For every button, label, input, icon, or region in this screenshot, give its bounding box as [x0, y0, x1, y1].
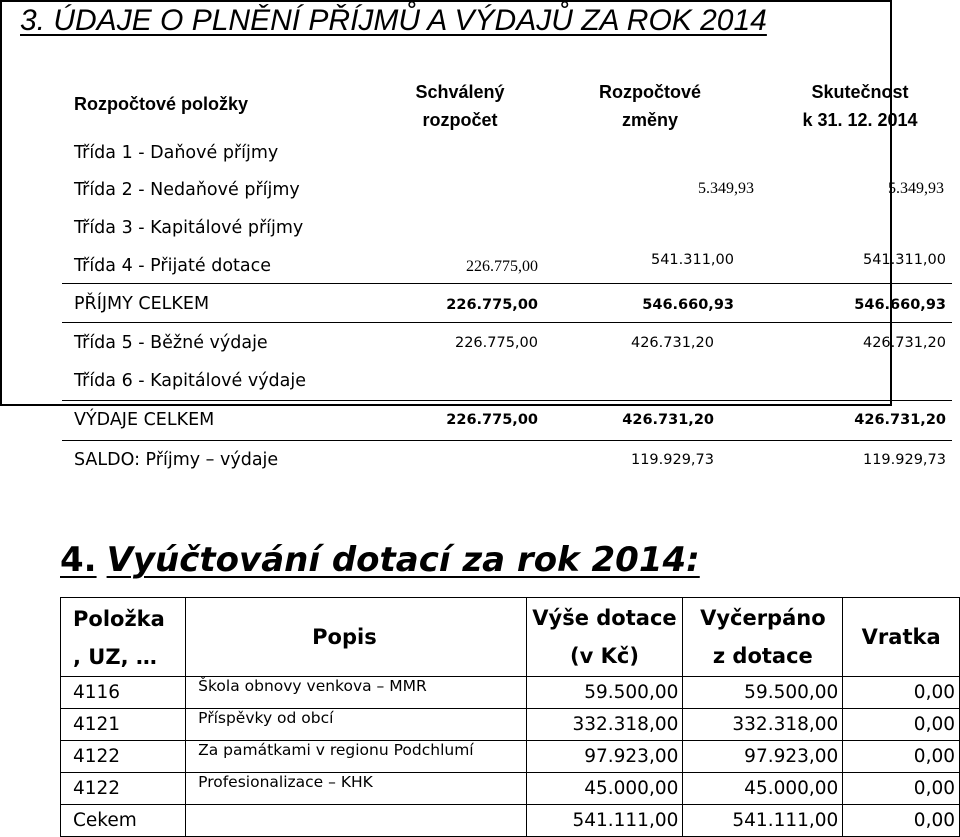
table-row: [61, 709, 960, 741]
section-4-title-text: Vyúčtování dotací za rok 2014:: [106, 540, 700, 580]
row-label: Třída 1 - Daňové příjmy: [74, 143, 279, 163]
header-amount: [526, 598, 683, 677]
cell-desc: [186, 805, 526, 837]
row-changes: 426.731,20: [630, 335, 714, 351]
header-item: [61, 598, 186, 677]
header-item-line2: , UZ, …: [73, 645, 157, 669]
cell-code: 4121: [61, 709, 186, 741]
row-label: Třída 6 - Kapitálové výdaje: [74, 371, 307, 391]
header-return: [843, 598, 960, 677]
cell-code: 4122: [61, 741, 186, 773]
header-amount-line1: Výše dotace: [532, 606, 677, 630]
cell-used: 332.318,00: [683, 709, 843, 741]
cell-amount: 45.000,00: [526, 773, 683, 805]
cell-desc: Škola obnovy venkova – MMR: [186, 677, 526, 709]
row-changes: 426.731,20: [622, 412, 714, 428]
cell-return: 0,00: [843, 773, 960, 805]
section-4-number: 4.: [60, 540, 97, 580]
cell-desc: Profesionalizace – KHK: [186, 773, 526, 805]
row-approved: 226.775,00: [454, 335, 538, 351]
table-row: [61, 773, 960, 805]
cell-code: Cekem: [61, 805, 186, 837]
row-actual: 426.731,20: [862, 335, 946, 351]
header-amount-line2: (v Kč): [570, 644, 639, 668]
cell-amount: 97.923,00: [526, 741, 683, 773]
row-label: Třída 3 - Kapitálové příjmy: [74, 218, 304, 238]
header-approved-line1: Schválený: [415, 82, 505, 102]
cell-used: 59.500,00: [683, 677, 843, 709]
row-label: Třída 2 - Nedaňové příjmy: [74, 180, 300, 200]
row-approved: 226.775,00: [446, 297, 538, 313]
header-used-line2: z dotace: [712, 644, 813, 668]
row-changes: 119.929,73: [630, 452, 714, 468]
row-changes: 546.660,93: [642, 297, 734, 313]
row-changes: 5.349,93: [698, 180, 754, 197]
subsidy-table: [60, 597, 960, 837]
row-label: PŘÍJMY CELKEM: [74, 294, 210, 314]
table-row: [61, 741, 960, 773]
cell-code: 4122: [61, 773, 186, 805]
header-items: Rozpočtové položky: [74, 94, 249, 114]
header-return-text: Vratka: [861, 625, 941, 649]
row-divider: [62, 283, 952, 284]
cell-return: 0,00: [843, 677, 960, 709]
table-header-row: [61, 598, 960, 677]
row-approved: 226.775,00: [466, 258, 538, 275]
cell-code: 4116: [61, 677, 186, 709]
row-label: SALDO: Příjmy – výdaje: [74, 450, 279, 470]
row-actual: 426.731,20: [854, 412, 946, 428]
cell-used: 97.923,00: [683, 741, 843, 773]
section-3-title: 3. ÚDAJE O PLNĚNÍ PŘÍJMŮ A VÝDAJŮ ZA ROK 2014: [20, 4, 767, 37]
row-label: Třída 4 - Přijaté dotace: [74, 256, 272, 276]
row-actual: 119.929,73: [862, 452, 946, 468]
row-divider: [62, 400, 952, 401]
header-item-line1: Položka: [73, 607, 165, 631]
header-desc: [186, 598, 526, 677]
header-changes-line2: změny: [621, 110, 679, 130]
cell-return: 0,00: [843, 709, 960, 741]
row-label: VÝDAJE CELKEM: [74, 410, 215, 430]
cell-amount: 541.111,00: [526, 805, 683, 837]
cell-used: 45.000,00: [683, 773, 843, 805]
row-label: Třída 5 - Běžné výdaje: [74, 333, 268, 353]
cell-amount: 332.318,00: [526, 709, 683, 741]
table-row: [61, 677, 960, 709]
section-4-title: [60, 540, 700, 580]
header-actual-line1: Skutečnost: [811, 82, 909, 102]
cell-desc: Za památkami v regionu Podchlumí: [186, 741, 526, 773]
table-total-row: [61, 805, 960, 837]
header-actual-line2: k 31. 12. 2014: [802, 110, 918, 130]
header-used: [683, 598, 843, 677]
cell-used: 541.111,00: [683, 805, 843, 837]
row-divider: [62, 322, 952, 323]
header-approved-line2: rozpočet: [422, 110, 498, 130]
header-used-line1: Vyčerpáno: [700, 606, 826, 630]
cell-amount: 59.500,00: [526, 677, 683, 709]
cell-return: 0,00: [843, 741, 960, 773]
row-actual: 541.311,00: [862, 252, 946, 268]
row-changes: 541.311,00: [650, 252, 734, 268]
row-approved: 226.775,00: [446, 412, 538, 428]
row-actual: 5.349,93: [888, 180, 944, 197]
header-changes-line1: Rozpočtové: [598, 82, 701, 102]
row-actual: 546.660,93: [854, 297, 946, 313]
cell-desc: Příspěvky od obcí: [186, 709, 526, 741]
row-divider: [62, 440, 952, 441]
header-desc-text: Popis: [312, 625, 377, 649]
cell-return: 0,00: [843, 805, 960, 837]
